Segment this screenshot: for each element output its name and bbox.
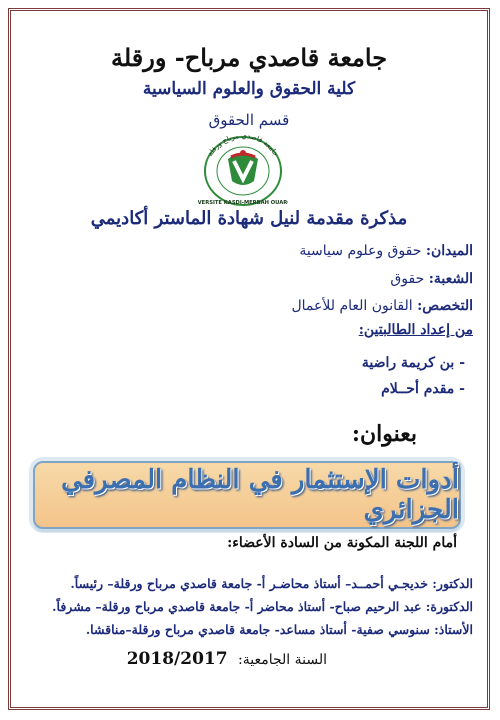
thesis-title: أدوات الإستثمار في النظام المصرفي الجزائري <box>61 465 459 525</box>
seal-bottom-text: VERSITE KASDI-MERBAH OUAR <box>198 200 288 206</box>
university-seal-icon <box>198 131 288 209</box>
student-name: - بن كريمة راضية <box>361 355 465 371</box>
academic-year-value: 2018/2017 <box>126 649 228 669</box>
committee-label: أمام اللجنة المكونة من السادة الأعضاء: <box>227 535 457 551</box>
academic-year <box>127 649 327 669</box>
prepared-by-label: من إعداد الطالبتين: <box>358 322 473 338</box>
department-name: قسم الحقوق <box>208 111 290 129</box>
committee-member: الأستاذ: سنوسي صفية- أستاذ مساعد- جامعة قاصدي مرباح ورقلة–مناقشا. <box>85 622 473 637</box>
thesis-title-label: بعنوان: <box>351 421 417 447</box>
branch-label: الشعبة: <box>428 271 473 287</box>
thesis-title-banner <box>33 461 461 529</box>
memo-title: مذكرة مقدمة لنيل شهادة الماستر أكاديمي <box>90 208 408 229</box>
field-value: حقوق وعلوم سياسية <box>299 243 422 259</box>
academic-year-label: السنة الجامعية: <box>238 652 327 668</box>
specialty-label: التخصص: <box>417 298 473 314</box>
committee-member: الدكتورة: عبد الرحيم صباح- أستاذ محاضر أ- جامعة قاصدي مرباح ورقلة– مشرفاً. <box>52 599 473 614</box>
branch-value: حقوق <box>390 271 425 287</box>
university-name: جامعة قاصدي مرباح- ورقلة <box>110 43 388 72</box>
faculty-name: كلية الحقوق والعلوم السياسية <box>142 79 356 99</box>
committee-member: الدكتور: خديجـي أحمــد– أستاذ محاضـر أ- جامعة قاصدي مرباح ورقلة– رئيساً. <box>70 576 473 591</box>
specialty-value: القانون العام للأعمال <box>291 298 413 314</box>
specialty-line <box>291 298 473 314</box>
branch-line <box>390 271 473 287</box>
seal-ring-text: جامعة قاصدي مرباح ورقلة <box>206 131 280 158</box>
field-label: الميدان: <box>425 243 473 259</box>
field-line <box>299 243 473 259</box>
student-name: - مقدم أحــلام <box>381 381 465 397</box>
cover-page <box>8 8 490 710</box>
